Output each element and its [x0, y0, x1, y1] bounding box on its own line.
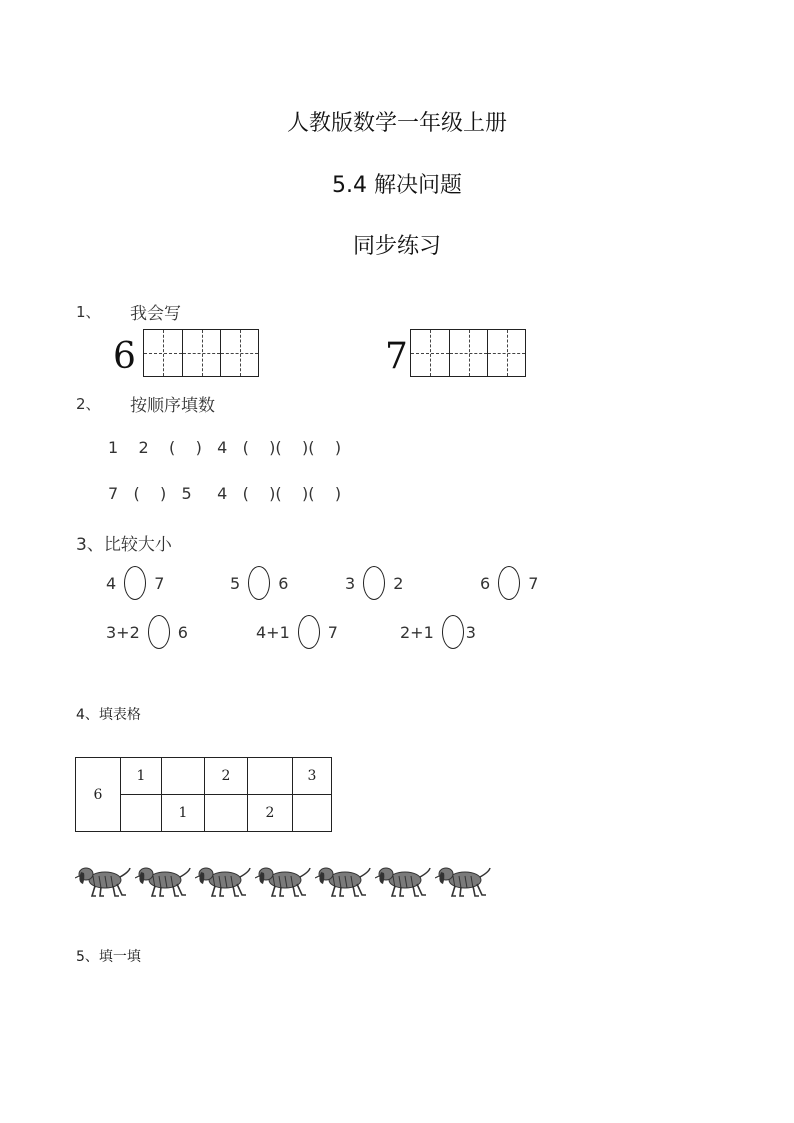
table-cell[interactable]: 2 — [248, 795, 293, 832]
compare-oval[interactable] — [248, 566, 270, 600]
compare-oval[interactable] — [148, 615, 170, 649]
compare-left: 3 — [345, 573, 356, 593]
compare-item — [106, 615, 188, 649]
q2-sequence-row-2[interactable]: 7 ( ) 5 4 ( )( )( ) — [108, 484, 342, 503]
compare-right: 7 — [528, 573, 539, 593]
compare-item — [480, 566, 538, 600]
table-cell[interactable] — [162, 758, 205, 795]
writing-cell[interactable] — [182, 330, 220, 376]
q2-label: 按顺序填数 — [130, 396, 215, 416]
q1-writing-grid-6[interactable] — [143, 329, 259, 377]
compare-oval[interactable] — [298, 615, 320, 649]
compare-right: 2 — [393, 573, 404, 593]
compare-oval[interactable] — [498, 566, 520, 600]
q4-label: 4、填表格 — [76, 707, 141, 723]
compare-left: 5 — [230, 573, 241, 593]
compare-item — [345, 566, 403, 600]
dog-icon — [375, 860, 432, 900]
page-title: 人教版数学一年级上册 — [286, 111, 507, 136]
number-split-table — [75, 757, 332, 832]
writing-cell[interactable] — [487, 330, 525, 376]
table-cell[interactable]: 2 — [205, 758, 248, 795]
table-cell[interactable]: 1 — [162, 795, 205, 832]
table-cell[interactable] — [293, 795, 332, 832]
compare-left: 3+2 — [106, 622, 140, 642]
q1-writing-grid-7[interactable] — [410, 329, 526, 377]
table-cell[interactable]: 1 — [121, 758, 162, 795]
q2-sequence-row-1[interactable]: 1 2 ( ) 4 ( )( )( ) — [108, 438, 342, 457]
q1-digit-6: 6 — [113, 336, 136, 377]
compare-item — [400, 615, 476, 649]
compare-right: 6 — [278, 573, 289, 593]
compare-right: 7 — [154, 573, 165, 593]
q5-label: 5、填一填 — [76, 949, 141, 965]
dog-icon — [315, 860, 372, 900]
table-cell[interactable] — [121, 795, 162, 832]
compare-right: 7 — [327, 622, 338, 642]
compare-right: 6 — [177, 622, 188, 642]
compare-oval[interactable] — [124, 566, 146, 600]
writing-cell[interactable] — [144, 330, 182, 376]
q3-label: 3、比较大小 — [76, 535, 172, 555]
compare-left: 6 — [480, 573, 491, 593]
total-cell: 6 — [76, 758, 121, 832]
compare-item — [106, 566, 164, 600]
dog-icon — [195, 860, 252, 900]
table-cell[interactable]: 3 — [293, 758, 332, 795]
writing-cell[interactable] — [411, 330, 449, 376]
compare-item — [256, 615, 338, 649]
lesson-subtitle: 5.4 解决问题 — [332, 173, 462, 198]
compare-oval[interactable] — [363, 566, 385, 600]
writing-cell[interactable] — [449, 330, 487, 376]
table-cell[interactable] — [205, 795, 248, 832]
q1-digit-7: 7 — [385, 336, 408, 377]
q1-label: 我会写 — [130, 304, 181, 324]
compare-left: 4+1 — [256, 622, 290, 642]
dog-row — [75, 860, 495, 900]
compare-left: 4 — [106, 573, 117, 593]
section-title: 同步练习 — [352, 234, 441, 259]
compare-oval[interactable] — [442, 615, 464, 649]
compare-right: 3 — [465, 622, 476, 642]
dog-icon — [435, 860, 492, 900]
compare-left: 2+1 — [400, 622, 434, 642]
q2-number: 2、 — [76, 395, 101, 413]
compare-item — [230, 566, 288, 600]
q1-number: 1、 — [76, 303, 101, 321]
writing-cell[interactable] — [220, 330, 258, 376]
dog-icon — [255, 860, 312, 900]
table-cell[interactable] — [248, 758, 293, 795]
dog-icon — [75, 860, 132, 900]
dog-icon — [135, 860, 192, 900]
